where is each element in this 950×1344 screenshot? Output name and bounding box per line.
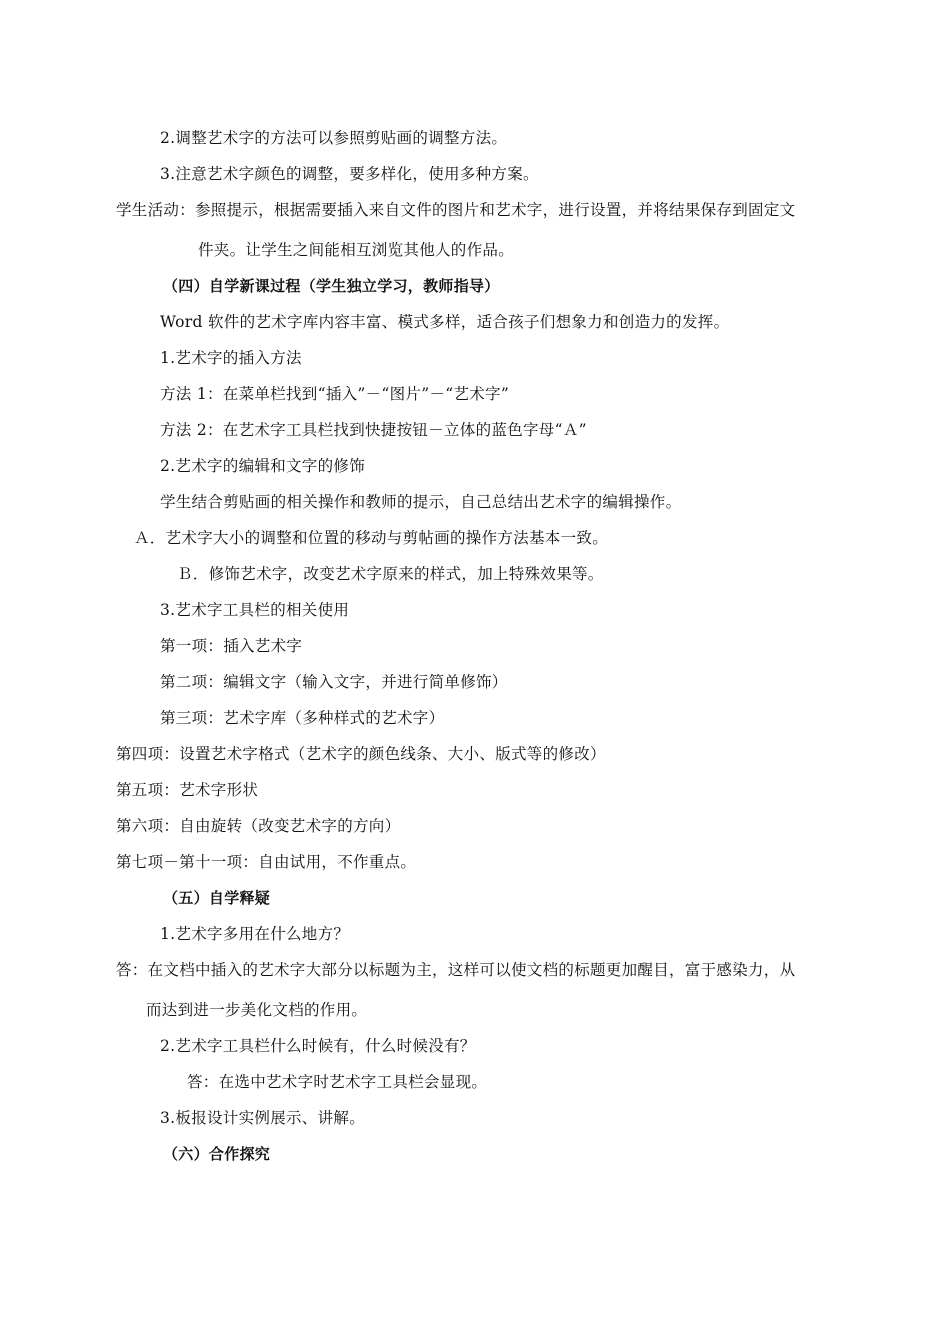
- paragraph-word-intro: Word 软件的艺术字库内容丰富、模式多样，适合孩子们想象力和创造力的发挥。: [160, 313, 730, 331]
- item-board-design: 3.板报设计实例展示、讲解。: [160, 1109, 365, 1127]
- item-fourth: 第四项：设置艺术字格式（艺术字的颜色线条、大小、版式等的修改）: [116, 745, 606, 763]
- item-edit-decorate: 2.艺术字的编辑和文字的修饰: [160, 457, 365, 475]
- item-method-2: 方法 2：在艺术字工具栏找到快捷按钮－立体的蓝色字母“Ａ”: [160, 421, 587, 439]
- paragraph-student-summary: 学生结合剪贴画的相关操作和教师的提示，自己总结出艺术字的编辑操作。: [160, 493, 682, 511]
- section-heading-4: （四）自学新课过程（学生独立学习，教师指导）: [163, 277, 500, 295]
- answer-1-cont: 而达到进一步美化文档的作用。: [146, 1001, 368, 1019]
- section-heading-5: （五）自学释疑: [163, 889, 271, 907]
- question-1: 1.艺术字多用在什么地方？: [160, 925, 350, 943]
- item-a: Ａ．艺术字大小的调整和位置的移动与剪帖画的操作方法基本一致。: [134, 529, 609, 547]
- paragraph-student-activity-cont: 件夹。让学生之间能相互浏览其他人的作品。: [198, 241, 515, 259]
- item-second: 第二项：编辑文字（输入文字，并进行简单修饰）: [160, 673, 508, 691]
- paragraph-adjust-method: 2.调整艺术字的方法可以参照剪贴画的调整方法。: [160, 129, 508, 147]
- item-toolbar-usage: 3.艺术字工具栏的相关使用: [160, 601, 350, 619]
- paragraph-color-note: 3.注意艺术字颜色的调整，要多样化，使用多种方案。: [160, 165, 539, 183]
- item-insert-method: 1.艺术字的插入方法: [160, 349, 302, 367]
- item-first: 第一项：插入艺术字: [160, 637, 303, 655]
- item-third: 第三项：艺术字库（多种样式的艺术字）: [160, 709, 445, 727]
- item-sixth: 第六项：自由旋转（改变艺术字的方向）: [116, 817, 401, 835]
- answer-1: 答：在文档中插入的艺术字大部分以标题为主，这样可以使文档的标题更加醒目，富于感染力，从: [116, 961, 796, 979]
- item-b: Ｂ．修饰艺术字，改变艺术字原来的样式，加上特殊效果等。: [177, 565, 604, 583]
- item-seventh-eleventh: 第七项－第十一项：自由试用，不作重点。: [116, 853, 417, 871]
- paragraph-student-activity: 学生活动：参照提示，根据需要插入来自文件的图片和艺术字，进行设置，并将结果保存到固定文: [116, 201, 796, 219]
- answer-2: 答：在选中艺术字时艺术字工具栏会显现。: [187, 1073, 488, 1091]
- question-2: 2.艺术字工具栏什么时候有，什么时候没有？: [160, 1037, 476, 1055]
- item-method-1: 方法 1：在菜单栏找到“插入”－“图片”－“艺术字”: [160, 385, 510, 403]
- section-heading-6: （六）合作探究: [163, 1145, 271, 1163]
- item-fifth: 第五项：艺术字形状: [116, 781, 259, 799]
